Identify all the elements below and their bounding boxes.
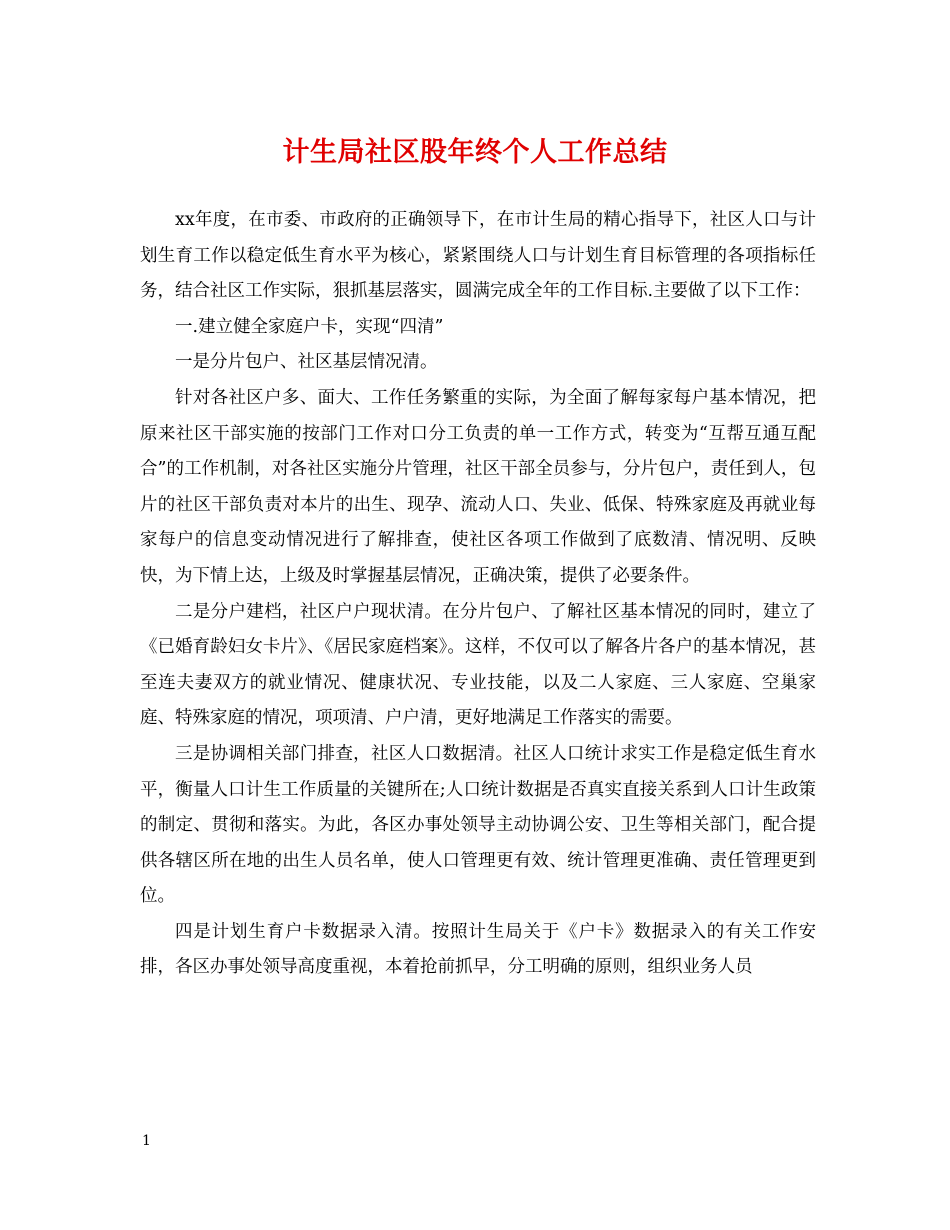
paragraph-1: 针对各社区户多、面大、工作任务繁重的实际，为全面了解每家每户基本情况，把原来社区干部实施的按部门工作对口分工负责的单一工作方式，转变为“互帮互通互配合”的工作机制，对各社区实施分片管理，社区干部全员参与，分片包户，责任到人，包片的社区干部负责对本片的出生、现孕、流动人口、失业、低保、特殊家庭及再就业每家每户的信息变动情况进行了解排查，使社区各项工作做到了底数清、情况明、反映快，为下情上达，上级及时掌握基层情况，正确决策，提供了必要条件。 (140, 387, 816, 586)
paragraph-4: 四是计划生育户卡数据录入清。按照计生局关于《户卡》数据录入的有关工作安排，各区办事处领导高度重视，本着抢前抓早，分工明确的原则，组织业务人员 (140, 921, 816, 978)
page-number: 1 (142, 1133, 151, 1149)
paragraph-3: 三是协调相关部门排查，社区人口数据清。社区人口统计求实工作是稳定低生育水平，衡量人口计生工作质量的关键所在;人口统计数据是否真实直接关系到人口计生政策的制定、贯彻和落实。为此，各区办事处领导主动协调公安、卫生等相关部门，配合提供各辖区所在地的出生人员名单，使人口管理更有效、统计管理更准确、责任管理更到位。 (140, 743, 816, 907)
document-title: 计生局社区股年终个人工作总结 (282, 137, 668, 168)
document-body (140, 203, 816, 986)
section-heading-1: 一.建立健全家庭户卡，实现“四清” (175, 316, 444, 337)
subheading-1: 一是分片包户、社区基层情况清。 (175, 352, 438, 373)
paragraph-2: 二是分户建档，社区户户现状清。在分片包户、了解社区基本情况的同时，建立了《已婚育龄妇女卡片》、《居民家庭档案》。这样，不仅可以了解各片各户的基本情况，甚至连夫妻双方的就业情况、健康状况、专业技能，以及二人家庭、三人家庭、空巢家庭、特殊家庭的情况，项项清、户户清，更好地满足工作落实的需要。 (140, 601, 816, 729)
paragraph-intro: xx年度，在市委、市政府的正确领导下，在市计生局的精心指导下，社区人口与计划生育工作以稳定低生育水平为核心，紧紧围绕人口与计划生育目标管理的各项指标任务，结合社区工作实际，狠抓基层落实，圆满完成全年的工作目标.主要做了以下工作： (140, 210, 816, 302)
